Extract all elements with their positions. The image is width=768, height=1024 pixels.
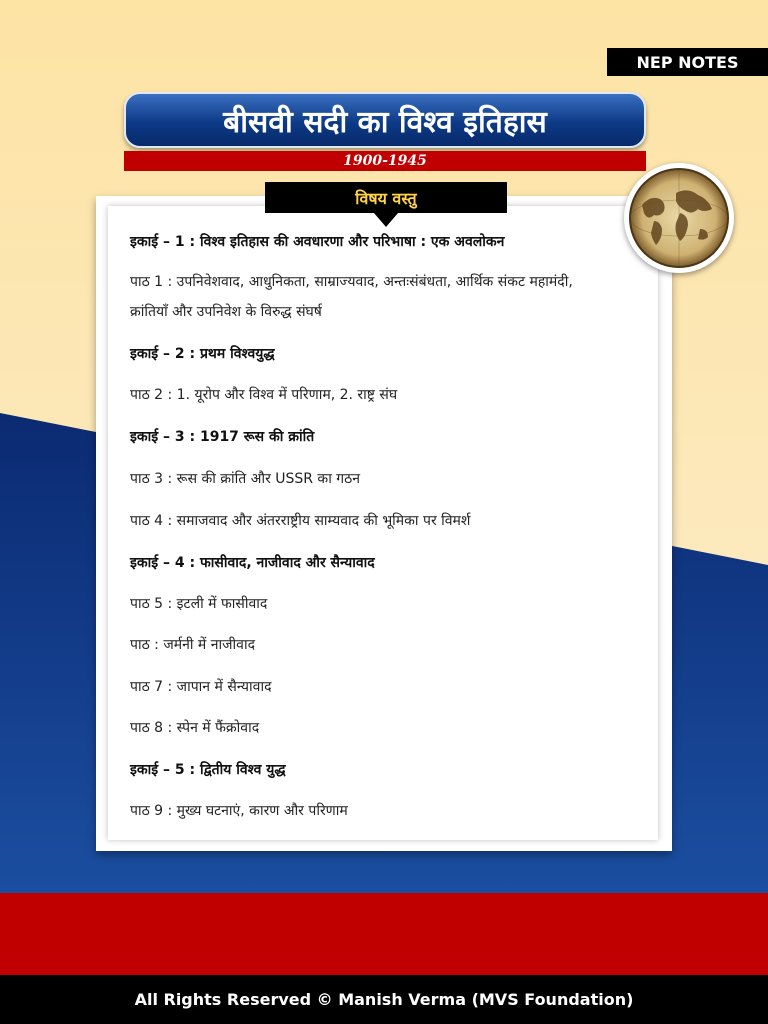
- lesson-9: पाठ 9 : मुख्य घटनाएं, कारण और परिणाम: [130, 803, 348, 819]
- copyright-footer: All Rights Reserved © Manish Verma (MVS Foundation): [0, 975, 768, 1024]
- subject-heading: विषय वस्तु: [265, 182, 507, 213]
- unit-2-heading: इकाई – 2 : प्रथम विश्वयुद्ध: [130, 346, 275, 362]
- lesson-4: पाठ 4 : समाजवाद और अंतरराष्ट्रीय साम्यवाद की भूमिका पर विमर्श: [130, 513, 471, 529]
- unit-5-heading: इकाई – 5 : द्वितीय विश्व युद्ध: [130, 762, 286, 778]
- lesson-2: पाठ 2 : 1. यूरोप और विश्व में परिणाम, 2. राष्ट्र संघ: [130, 387, 398, 403]
- date-range-bar: 1900-1945: [124, 151, 646, 171]
- lesson-3: पाठ 3 : रूस की क्रांति और USSR का गठन: [130, 471, 361, 487]
- down-arrow-icon: [374, 213, 398, 227]
- unit-1-heading: इकाई – 1 : विश्व इतिहास की अवधारणा और परिभाषा : एक अवलोकन: [130, 234, 505, 250]
- lesson-1: पाठ 1 : उपनिवेशवाद, आधुनिकता, साम्राज्यवाद, अन्तःसंबंधता, आर्थिक संकट महामंदी,: [130, 274, 573, 290]
- lesson-8: पाठ 8 : स्पेन में फैंक्रोवाद: [130, 720, 260, 736]
- lesson-1-continued: क्रांतियाँ और उपनिवेश के विरुद्ध संघर्ष: [130, 304, 322, 320]
- red-band: [0, 893, 768, 975]
- page-title: बीसवी सदी का विश्व इतिहास: [124, 92, 646, 148]
- lesson-5: पाठ 5 : इटली में फासीवाद: [130, 596, 268, 612]
- unit-4-heading: इकाई – 4 : फासीवाद, नाजीवाद और सैन्यावाद: [130, 555, 375, 571]
- nep-notes-badge: NEP NOTES: [607, 48, 768, 76]
- lesson-6: पाठ : जर्मनी में नाजीवाद: [130, 637, 256, 653]
- globe-icon: [624, 163, 734, 273]
- lesson-7: पाठ 7 : जापान में सैन्यावाद: [130, 679, 272, 695]
- unit-3-heading: इकाई – 3 : 1917 रूस की क्रांति: [130, 429, 315, 445]
